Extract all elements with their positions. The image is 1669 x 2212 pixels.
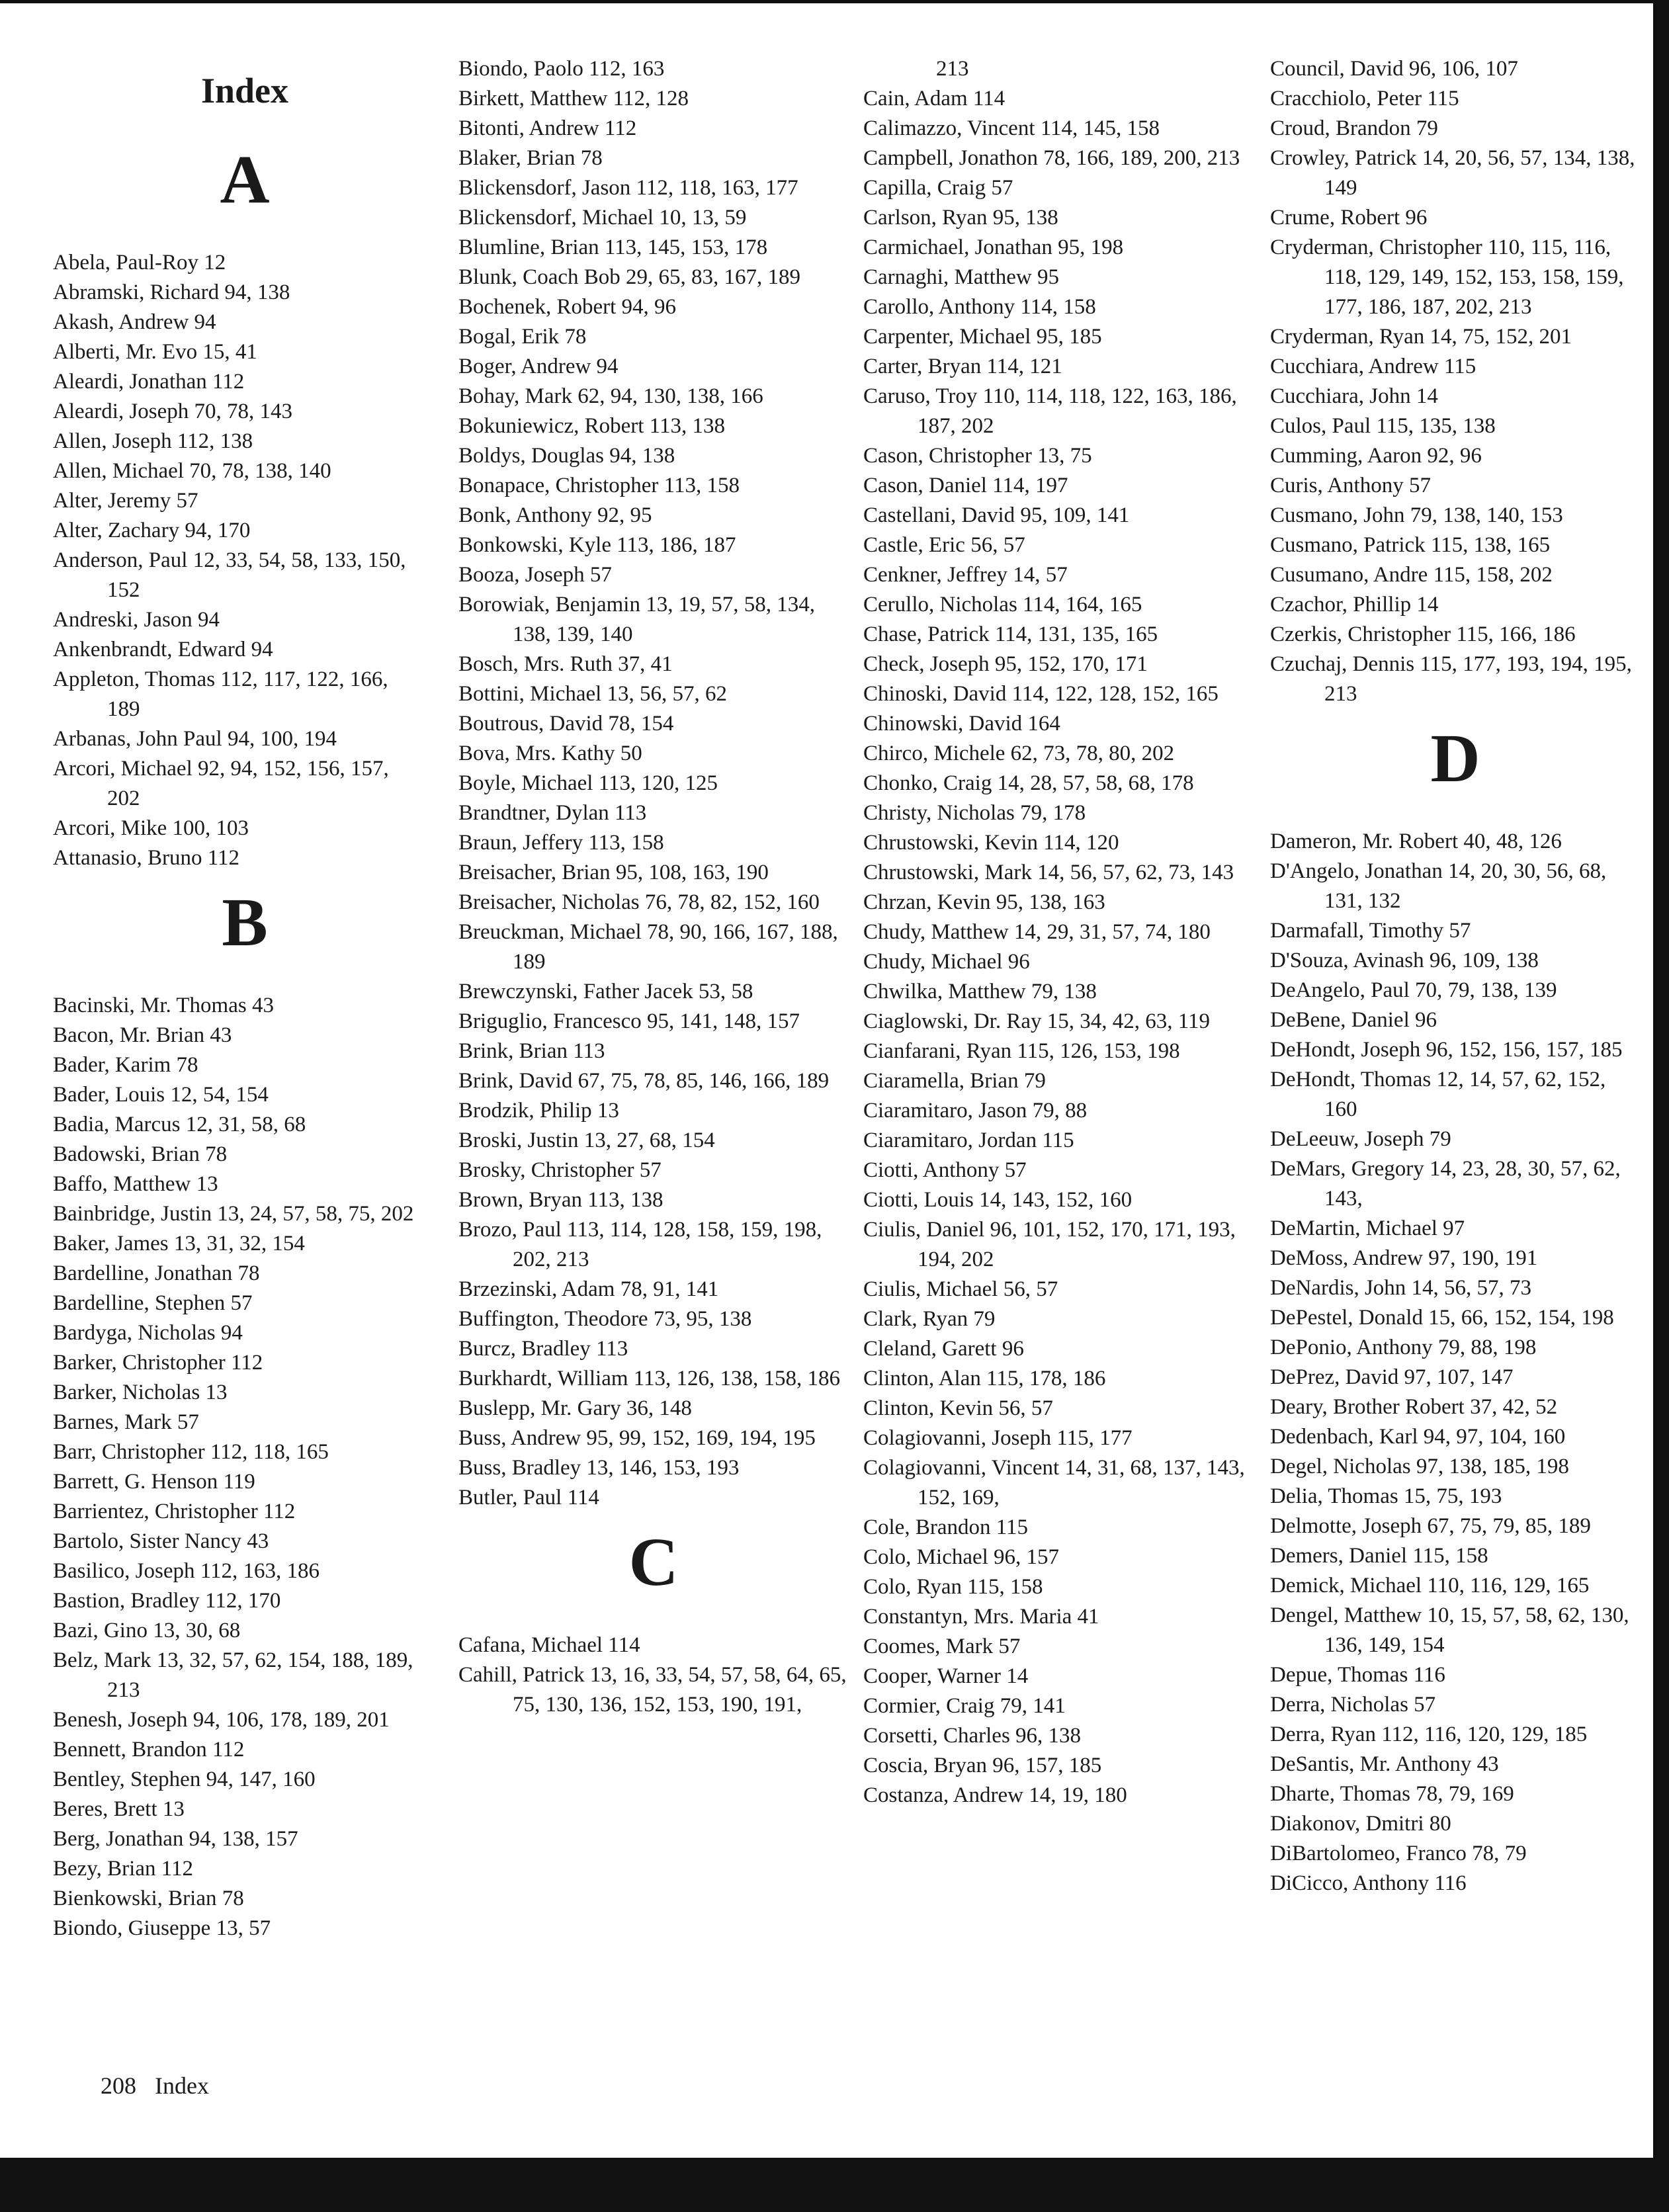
- index-entry: Bardelline, Jonathan 78: [53, 1261, 260, 1285]
- index-entry: Bitonti, Andrew 112: [458, 116, 637, 140]
- index-entry: Alter, Zachary 94, 170: [53, 519, 251, 542]
- index-entry: Bosch, Mrs. Ruth 37, 41: [458, 652, 673, 676]
- index-entry: Boger, Andrew 94: [458, 355, 619, 378]
- index-entry: Bienkowski, Brian 78: [53, 1887, 244, 1910]
- entries-a: [53, 248, 423, 873]
- index-entry: Arbanas, John Paul 94, 100, 194: [53, 727, 337, 751]
- index-entry: Bader, Karim 78: [53, 1053, 198, 1077]
- index-entry: Allen, Michael 70, 78, 138, 140: [53, 459, 331, 483]
- index-entry: Abela, Paul-Roy 12: [53, 251, 226, 275]
- index-entry: Colo, Ryan 115, 158: [863, 1575, 1043, 1599]
- index-entry: Brewczynski, Father Jacek 53, 58: [458, 980, 753, 1003]
- index-entry: 213: [936, 57, 969, 81]
- index-entry: Crowley, Patrick 14, 20, 56, 57, 134, 138, 149: [1270, 146, 1635, 200]
- index-entry: Boldys, Douglas 94, 138: [458, 444, 675, 468]
- index-entry: Cafana, Michael 114: [458, 1633, 640, 1657]
- index-entry: Burkhardt, William 113, 126, 138, 158, 186: [458, 1367, 841, 1390]
- index-entry: Carter, Bryan 114, 121: [863, 355, 1062, 378]
- index-entry: DePrez, David 97, 107, 147: [1270, 1365, 1514, 1389]
- index-entry: Birkett, Matthew 112, 128: [458, 87, 689, 110]
- index-entry: Beres, Brett 13: [53, 1797, 185, 1821]
- index-entry: Chrustowski, Kevin 114, 120: [863, 831, 1119, 855]
- index-entry: Capilla, Craig 57: [863, 176, 1013, 200]
- index-entry: Bennett, Brandon 112: [53, 1738, 245, 1762]
- index-entry: Curis, Anthony 57: [1270, 474, 1431, 497]
- index-entry: Bokuniewicz, Robert 113, 138: [458, 414, 725, 438]
- index-entry: Barker, Christopher 112: [53, 1351, 263, 1375]
- index-entry: Booza, Joseph 57: [458, 563, 612, 587]
- index-entry: Cusmano, Patrick 115, 138, 165: [1270, 533, 1551, 557]
- index-entry: Ciulis, Daniel 96, 101, 152, 170, 171, 193, 194, 202: [863, 1218, 1236, 1271]
- index-entry: Bezy, Brian 112: [53, 1857, 194, 1881]
- index-entry: Brink, Brian 113: [458, 1039, 605, 1063]
- index-entry: Ciaramitaro, Jordan 115: [863, 1128, 1074, 1152]
- index-entry: Coomes, Mark 57: [863, 1635, 1021, 1658]
- index-entry: DeMoss, Andrew 97, 190, 191: [1270, 1246, 1538, 1270]
- index-entry: Brzezinski, Adam 78, 91, 141: [458, 1277, 719, 1301]
- entries-c-end: [1270, 54, 1641, 709]
- index-entry: Brozo, Paul 113, 114, 128, 158, 159, 198, 202, 213: [458, 1218, 822, 1271]
- index-entry: Attanasio, Bruno 112: [53, 846, 239, 870]
- index-entry: Baffo, Matthew 13: [53, 1172, 218, 1196]
- index-entry: Darmafall, Timothy 57: [1270, 919, 1471, 943]
- index-entry: Ciaramella, Brian 79: [863, 1069, 1046, 1093]
- index-entry: Cracchiolo, Peter 115: [1270, 87, 1459, 110]
- index-entry: Check, Joseph 95, 152, 170, 171: [863, 652, 1148, 676]
- index-entry: Brown, Bryan 113, 138: [458, 1188, 663, 1212]
- index-entry: Abramski, Richard 94, 138: [53, 280, 290, 304]
- index-entry: D'Souza, Avinash 96, 109, 138: [1270, 949, 1539, 972]
- index-entry: Chudy, Michael 96: [863, 950, 1030, 974]
- index-entry: Croud, Brandon 79: [1270, 116, 1438, 140]
- index-entry: Brink, David 67, 75, 78, 85, 146, 166, 189: [458, 1069, 830, 1093]
- index-entry: Cerullo, Nicholas 114, 164, 165: [863, 593, 1142, 617]
- index-entry: DeBene, Daniel 96: [1270, 1008, 1437, 1032]
- index-entry: Cormier, Craig 79, 141: [863, 1694, 1066, 1718]
- index-entry: Carnaghi, Matthew 95: [863, 265, 1060, 289]
- index-entry: Chrzan, Kevin 95, 138, 163: [863, 890, 1105, 914]
- index-entry: Aleardi, Jonathan 112: [53, 370, 245, 394]
- index-entry: Chrustowski, Mark 14, 56, 57, 62, 73, 143: [863, 861, 1234, 884]
- index-entry: Crume, Robert 96: [1270, 206, 1428, 230]
- index-entry: Cumming, Aaron 92, 96: [1270, 444, 1482, 468]
- index-entry: DePestel, Donald 15, 66, 152, 154, 198: [1270, 1306, 1614, 1330]
- index-entry: Arcori, Mike 100, 103: [53, 816, 249, 840]
- index-entry: Allen, Joseph 112, 138: [53, 429, 253, 453]
- index-entry: DeHondt, Joseph 96, 152, 156, 157, 185: [1270, 1038, 1623, 1062]
- index-entry: Castellani, David 95, 109, 141: [863, 503, 1130, 527]
- index-entry: Ciaglowski, Dr. Ray 15, 34, 42, 63, 119: [863, 1009, 1211, 1033]
- index-entry: Chase, Patrick 114, 131, 135, 165: [863, 622, 1158, 646]
- index-entry: Buss, Bradley 13, 146, 153, 193: [458, 1456, 740, 1480]
- index-entry: Butler, Paul 114: [458, 1486, 599, 1510]
- index-entry: Dharte, Thomas 78, 79, 169: [1270, 1782, 1514, 1806]
- index-entry: Brosky, Christopher 57: [458, 1158, 662, 1182]
- index-entry: Carollo, Anthony 114, 158: [863, 295, 1096, 319]
- index-entry: DeSantis, Mr. Anthony 43: [1270, 1752, 1499, 1776]
- index-entry: Briguglio, Francesco 95, 141, 148, 157: [458, 1009, 800, 1033]
- index-entry: Badia, Marcus 12, 31, 58, 68: [53, 1113, 306, 1136]
- index-entry: Alter, Jeremy 57: [53, 489, 198, 513]
- index-entry: Cain, Adam 114: [863, 87, 1006, 110]
- index-entry: Blunk, Coach Bob 29, 65, 83, 167, 189: [458, 265, 800, 289]
- index-entry: Bader, Louis 12, 54, 154: [53, 1083, 269, 1107]
- index-entry: Bartolo, Sister Nancy 43: [53, 1529, 269, 1553]
- index-entry: Bochenek, Robert 94, 96: [458, 295, 677, 319]
- index-entry: Alberti, Mr. Evo 15, 41: [53, 340, 257, 364]
- index-entry: Bardelline, Stephen 57: [53, 1291, 253, 1315]
- index-entry: Colagiovanni, Vincent 14, 31, 68, 137, 143, 152, 169,: [863, 1456, 1245, 1510]
- index-entry: Aleardi, Joseph 70, 78, 143: [53, 400, 293, 423]
- index-entry: Biondo, Paolo 112, 163: [458, 57, 665, 81]
- index-entry: Brandtner, Dylan 113: [458, 801, 647, 825]
- index-entry: Campbell, Jonathon 78, 166, 189, 200, 213: [863, 146, 1240, 170]
- index-entry: Cucchiara, John 14: [1270, 384, 1438, 408]
- index-entry: Clinton, Alan 115, 178, 186: [863, 1367, 1106, 1390]
- index-entry: Bacinski, Mr. Thomas 43: [53, 994, 274, 1017]
- index-entry: DiBartolomeo, Franco 78, 79: [1270, 1842, 1527, 1865]
- index-entry: Andreski, Jason 94: [53, 608, 220, 632]
- index-entry: Blickensdorf, Jason 112, 118, 163, 177: [458, 176, 798, 200]
- index-entry: Buslepp, Mr. Gary 36, 148: [458, 1396, 692, 1420]
- entries-c: [458, 1631, 849, 1720]
- index-entry: Arcori, Michael 92, 94, 152, 156, 157, 202: [53, 757, 389, 810]
- section-letter-b: B: [222, 884, 268, 960]
- index-entry: Cason, Christopher 13, 75: [863, 444, 1092, 468]
- index-entry: Appleton, Thomas 112, 117, 122, 166, 189: [53, 667, 388, 721]
- index-entry: Breisacher, Brian 95, 108, 163, 190: [458, 861, 769, 884]
- index-entry: Ciulis, Michael 56, 57: [863, 1277, 1058, 1301]
- index-entry: Cenkner, Jeffrey 14, 57: [863, 563, 1068, 587]
- index-entry: Culos, Paul 115, 135, 138: [1270, 414, 1496, 438]
- index-entry: Calimazzo, Vincent 114, 145, 158: [863, 116, 1160, 140]
- index-entry: Burcz, Bradley 113: [458, 1337, 628, 1361]
- section-letter-d: D: [1430, 720, 1480, 796]
- index-entry: Bardyga, Nicholas 94: [53, 1321, 243, 1345]
- index-entry: Dengel, Matthew 10, 15, 57, 58, 62, 130, 136, 149, 154: [1270, 1603, 1629, 1657]
- page-number: 208: [101, 2072, 136, 2099]
- index-column-2: [458, 54, 849, 1720]
- index-entry: Cooper, Warner 14: [863, 1664, 1029, 1688]
- index-entry: DePonio, Anthony 79, 88, 198: [1270, 1336, 1537, 1359]
- index-entry: Baker, James 13, 31, 32, 154: [53, 1232, 305, 1255]
- index-entry: Broski, Justin 13, 27, 68, 154: [458, 1128, 715, 1152]
- index-entry: Cleland, Garett 96: [863, 1337, 1024, 1361]
- index-entry: Boutrous, David 78, 154: [458, 712, 674, 736]
- index-entry: Czuchaj, Dennis 115, 177, 193, 194, 195, 213: [1270, 652, 1632, 706]
- index-entry: Bastion, Bradley 112, 170: [53, 1589, 281, 1613]
- index-entry: Bonapace, Christopher 113, 158: [458, 474, 740, 497]
- index-entry: Boyle, Michael 113, 120, 125: [458, 771, 718, 795]
- index-entry: Bonk, Anthony 92, 95: [458, 503, 652, 527]
- index-entry: Czachor, Phillip 14: [1270, 593, 1439, 617]
- index-entry: Buss, Andrew 95, 99, 152, 169, 194, 195: [458, 1426, 816, 1450]
- page-edge-shadow: [1653, 0, 1669, 2212]
- index-entry: Cahill, Patrick 13, 16, 33, 54, 57, 58, 64, 65, 75, 130, 136, 152, 153, 190, 191,: [458, 1663, 847, 1717]
- index-entry: Diakonov, Dmitri 80: [1270, 1812, 1451, 1836]
- index-column-1: [53, 54, 423, 1943]
- index-entry: Cianfarani, Ryan 115, 126, 153, 198: [863, 1039, 1180, 1063]
- index-entry: Delmotte, Joseph 67, 75, 79, 85, 189: [1270, 1514, 1591, 1538]
- index-entry: Badowski, Brian 78: [53, 1142, 228, 1166]
- index-entry: Delia, Thomas 15, 75, 193: [1270, 1484, 1502, 1508]
- index-entry: Chudy, Matthew 14, 29, 31, 57, 74, 180: [863, 920, 1211, 944]
- index-entry: Blickensdorf, Michael 10, 13, 59: [458, 206, 747, 230]
- page-title: Index: [200, 71, 289, 110]
- index-entry: Basilico, Joseph 112, 163, 186: [53, 1559, 320, 1583]
- index-entry: Blaker, Brian 78: [458, 146, 603, 170]
- index-entry: Clark, Ryan 79: [863, 1307, 996, 1331]
- index-entry: Barrett, G. Henson 119: [53, 1470, 255, 1494]
- index-entry: Carlson, Ryan 95, 138: [863, 206, 1058, 230]
- bottom-scan-border: [0, 2158, 1669, 2212]
- index-entry: Corsetti, Charles 96, 138: [863, 1724, 1082, 1748]
- index-entry: Barnes, Mark 57: [53, 1410, 199, 1434]
- index-entry: Braun, Jeffery 113, 158: [458, 831, 664, 855]
- index-entry: Buffington, Theodore 73, 95, 138: [458, 1307, 752, 1331]
- index-entry: Demick, Michael 110, 116, 129, 165: [1270, 1574, 1590, 1597]
- index-entry: Dedenbach, Karl 94, 97, 104, 160: [1270, 1425, 1566, 1449]
- index-entry: Czerkis, Christopher 115, 166, 186: [1270, 622, 1576, 646]
- index-entry: Anderson, Paul 12, 33, 54, 58, 133, 150, 152: [53, 548, 406, 602]
- index-entry: Bainbridge, Justin 13, 24, 57, 58, 75, 202: [53, 1202, 414, 1226]
- index-entry: DiCicco, Anthony 116: [1270, 1871, 1467, 1895]
- index-entry: Demers, Daniel 115, 158: [1270, 1544, 1488, 1568]
- index-entry: Constantyn, Mrs. Maria 41: [863, 1605, 1099, 1629]
- index-entry: Chinoski, David 114, 122, 128, 152, 165: [863, 682, 1219, 706]
- index-entry: Cole, Brandon 115: [863, 1515, 1028, 1539]
- index-entry: Ciotti, Anthony 57: [863, 1158, 1027, 1182]
- index-entry: Belz, Mark 13, 32, 57, 62, 154, 188, 189, 213: [53, 1648, 413, 1702]
- section-letter-c: C: [628, 1524, 679, 1600]
- index-entry: Bogal, Erik 78: [458, 325, 587, 349]
- index-entry: Deary, Brother Robert 37, 42, 52: [1270, 1395, 1558, 1419]
- index-entry: DeMars, Gregory 14, 23, 28, 30, 57, 62, 143,: [1270, 1157, 1621, 1211]
- top-rule: [0, 0, 1669, 3]
- index-entry: Costanza, Andrew 14, 19, 180: [863, 1783, 1127, 1807]
- entries-d: [1270, 827, 1641, 1898]
- entries-b: [53, 991, 423, 1943]
- index-entry: Derra, Nicholas 57: [1270, 1693, 1436, 1717]
- index-column-4: [1270, 54, 1641, 1898]
- index-entry: Borowiak, Benjamin 13, 19, 57, 58, 134, 138, 139, 140: [458, 593, 815, 646]
- index-entry: Chinowski, David 164: [863, 712, 1060, 736]
- index-entry: Coscia, Bryan 96, 157, 185: [863, 1754, 1102, 1777]
- index-entry: DeAngelo, Paul 70, 79, 138, 139: [1270, 978, 1557, 1002]
- index-entry: Breuckman, Michael 78, 90, 166, 167, 188, 189: [458, 920, 838, 974]
- index-entry: Cusumano, Andre 115, 158, 202: [1270, 563, 1553, 587]
- index-entry: Bohay, Mark 62, 94, 130, 138, 166: [458, 384, 763, 408]
- index-entry: Cucchiara, Andrew 115: [1270, 355, 1476, 378]
- index-entry: Bazi, Gino 13, 30, 68: [53, 1619, 241, 1642]
- index-entry: Carpenter, Michael 95, 185: [863, 325, 1102, 349]
- index-entry: Chirco, Michele 62, 73, 78, 80, 202: [863, 742, 1175, 765]
- index-entry: Benesh, Joseph 94, 106, 178, 189, 201: [53, 1708, 390, 1732]
- index-entry: DeLeeuw, Joseph 79: [1270, 1127, 1451, 1151]
- footer-label: Index: [155, 2072, 209, 2099]
- index-entry: Castle, Eric 56, 57: [863, 533, 1025, 557]
- page-footer: [101, 2069, 228, 2102]
- index-entry: Chonko, Craig 14, 28, 57, 58, 68, 178: [863, 771, 1194, 795]
- index-entry: Biondo, Giuseppe 13, 57: [53, 1916, 271, 1940]
- index-entry: Barker, Nicholas 13: [53, 1381, 228, 1404]
- index-entry: Berg, Jonathan 94, 138, 157: [53, 1827, 298, 1851]
- index-entry: D'Angelo, Jonathan 14, 20, 30, 56, 68, 131, 132: [1270, 859, 1607, 913]
- index-entry: Caruso, Troy 110, 114, 118, 122, 163, 186, 187, 202: [863, 384, 1237, 438]
- index-entry: Brodzik, Philip 13: [458, 1099, 619, 1123]
- index-entry: Bacon, Mr. Brian 43: [53, 1023, 232, 1047]
- index-entry: Colo, Michael 96, 157: [863, 1545, 1060, 1569]
- index-entry: Colagiovanni, Joseph 115, 177: [863, 1426, 1133, 1450]
- index-entry: Cason, Daniel 114, 197: [863, 474, 1068, 497]
- index-entry: Akash, Andrew 94: [53, 310, 216, 334]
- index-entry: Carmichael, Jonathan 95, 198: [863, 235, 1124, 259]
- entries-b-continued: [458, 54, 849, 1513]
- index-column-3: [863, 54, 1254, 1810]
- index-entry: Breisacher, Nicholas 76, 78, 82, 152, 160: [458, 890, 820, 914]
- index-entry: Dameron, Mr. Robert 40, 48, 126: [1270, 830, 1562, 853]
- index-entry: Bova, Mrs. Kathy 50: [458, 742, 642, 765]
- index-entry: Blumline, Brian 113, 145, 153, 178: [458, 235, 768, 259]
- index-entry: Bentley, Stephen 94, 147, 160: [53, 1767, 316, 1791]
- index-entry: Bonkowski, Kyle 113, 186, 187: [458, 533, 736, 557]
- index-entry: DeNardis, John 14, 56, 57, 73: [1270, 1276, 1532, 1300]
- index-entry: Council, David 96, 106, 107: [1270, 57, 1518, 81]
- index-entry: Cryderman, Ryan 14, 75, 152, 201: [1270, 325, 1572, 349]
- index-entry: Clinton, Kevin 56, 57: [863, 1396, 1053, 1420]
- index-entry: Depue, Thomas 116: [1270, 1663, 1445, 1687]
- index-entry: DeHondt, Thomas 12, 14, 57, 62, 152, 160: [1270, 1068, 1606, 1121]
- index-entry: Cusmano, John 79, 138, 140, 153: [1270, 503, 1563, 527]
- entries-c-continued: [863, 54, 1254, 1810]
- index-entry: Ankenbrandt, Edward 94: [53, 638, 273, 661]
- index-entry: Degel, Nicholas 97, 138, 185, 198: [1270, 1455, 1569, 1478]
- index-entry: Bottini, Michael 13, 56, 57, 62: [458, 682, 728, 706]
- index-entry: Ciotti, Louis 14, 143, 152, 160: [863, 1188, 1133, 1212]
- index-entry: DeMartin, Michael 97: [1270, 1216, 1465, 1240]
- index-entry: Barrientez, Christopher 112: [53, 1500, 296, 1523]
- index-entry: Christy, Nicholas 79, 178: [863, 801, 1086, 825]
- index-entry: Cryderman, Christopher 110, 115, 116, 118, 129, 149, 152, 153, 158, 159, 177, 186, 187, 202, 213: [1270, 235, 1624, 319]
- index-entry: Barr, Christopher 112, 118, 165: [53, 1440, 329, 1464]
- index-entry: Ciaramitaro, Jason 79, 88: [863, 1099, 1088, 1123]
- index-entry: Chwilka, Matthew 79, 138: [863, 980, 1097, 1003]
- section-letter-a: A: [220, 142, 270, 218]
- index-entry: Derra, Ryan 112, 116, 120, 129, 185: [1270, 1723, 1588, 1746]
